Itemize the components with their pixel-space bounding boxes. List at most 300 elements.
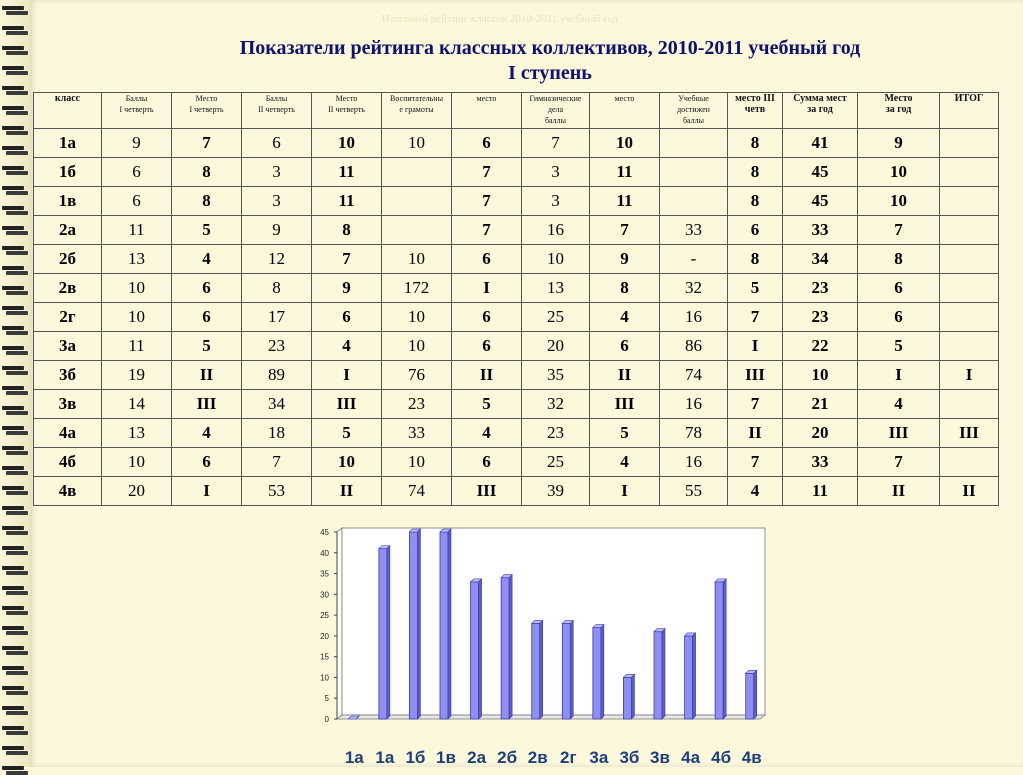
table-cell: II bbox=[590, 361, 660, 390]
table-cell: 6 bbox=[452, 245, 522, 274]
table-cell: 16 bbox=[522, 216, 590, 245]
spiral-ring bbox=[2, 706, 28, 715]
table-cell: 5 bbox=[312, 419, 382, 448]
table-cell: 16 bbox=[660, 303, 728, 332]
table-cell bbox=[940, 245, 999, 274]
table-cell: 7 bbox=[522, 129, 590, 158]
chart-x-tick-label: 3а bbox=[589, 748, 609, 767]
table-cell: 5 bbox=[452, 390, 522, 419]
table-cell: 10 bbox=[382, 332, 452, 361]
table-cell: 13 bbox=[522, 274, 590, 303]
table-cell: 23 bbox=[382, 390, 452, 419]
class-name-cell: 1б bbox=[34, 158, 102, 187]
table-cell: 11 bbox=[590, 187, 660, 216]
table-cell: 5 bbox=[728, 274, 783, 303]
table-cell bbox=[940, 187, 999, 216]
column-header: Учебные достижен баллы bbox=[660, 93, 728, 129]
chart-bar bbox=[501, 575, 512, 719]
table-cell: II bbox=[728, 419, 783, 448]
table-cell bbox=[940, 274, 999, 303]
class-name-cell: 2г bbox=[34, 303, 102, 332]
title-line-1: Показатели рейтинга классных коллективов, 2010-2011 учебный год bbox=[239, 37, 861, 59]
table-cell: 10 bbox=[858, 158, 940, 187]
table-cell: 10 bbox=[382, 129, 452, 158]
column-header: место bbox=[590, 93, 660, 129]
table-cell: 86 bbox=[660, 332, 728, 361]
table-cell: 8 bbox=[858, 245, 940, 274]
table-cell: 8 bbox=[312, 216, 382, 245]
table-row bbox=[34, 245, 999, 274]
table-cell: 7 bbox=[728, 390, 783, 419]
table-cell: 74 bbox=[660, 361, 728, 390]
table-cell: 35 bbox=[522, 361, 590, 390]
chart-y-ticks bbox=[320, 528, 337, 724]
chart-bar bbox=[746, 670, 757, 719]
table-row bbox=[34, 129, 999, 158]
class-name-cell: 3б bbox=[34, 361, 102, 390]
spiral-ring bbox=[2, 406, 28, 415]
table-cell: II bbox=[312, 477, 382, 506]
table-cell: 23 bbox=[783, 274, 858, 303]
table-cell: I bbox=[172, 477, 242, 506]
spiral-ring bbox=[2, 366, 28, 375]
table-cell bbox=[660, 187, 728, 216]
chart-x-tick-label: 2в bbox=[527, 748, 548, 767]
table-cell: 4 bbox=[172, 419, 242, 448]
table-cell: 53 bbox=[242, 477, 312, 506]
table-cell: 45 bbox=[783, 158, 858, 187]
table-cell: II bbox=[172, 361, 242, 390]
column-header: Воспитательны е грамоты bbox=[382, 93, 452, 129]
table-cell: I bbox=[312, 361, 382, 390]
spiral-ring bbox=[2, 326, 28, 335]
table-cell: 3 bbox=[242, 187, 312, 216]
table-cell: 5 bbox=[590, 419, 660, 448]
table-cell bbox=[940, 158, 999, 187]
chart-bar bbox=[623, 674, 634, 719]
table-cell bbox=[382, 216, 452, 245]
column-header: Баллы II четверть bbox=[242, 93, 312, 129]
class-name-cell: 4а bbox=[34, 419, 102, 448]
table-cell: 10 bbox=[522, 245, 590, 274]
table-cell: 10 bbox=[382, 245, 452, 274]
spiral-ring bbox=[2, 686, 28, 695]
spiral-ring bbox=[2, 666, 28, 675]
table-cell: 33 bbox=[382, 419, 452, 448]
chart-y-tick-label: 5 bbox=[324, 694, 329, 704]
table-cell: 4 bbox=[452, 419, 522, 448]
table-cell: 7 bbox=[452, 216, 522, 245]
table-cell: III bbox=[452, 477, 522, 506]
chart-x-tick-label: 4в bbox=[741, 748, 762, 767]
table-cell: 4 bbox=[312, 332, 382, 361]
chart-y-tick-label: 45 bbox=[320, 528, 329, 537]
spiral-ring bbox=[2, 186, 28, 195]
column-header: место III четв bbox=[728, 93, 783, 129]
table-cell: 8 bbox=[728, 158, 783, 187]
table-cell: 6 bbox=[242, 129, 312, 158]
chart-y-tick-label: 15 bbox=[320, 652, 329, 662]
table-cell: 20 bbox=[522, 332, 590, 361]
table-cell: 5 bbox=[172, 332, 242, 361]
table-cell bbox=[940, 216, 999, 245]
table-cell: 4 bbox=[172, 245, 242, 274]
table-row bbox=[34, 216, 999, 245]
spiral-ring bbox=[2, 166, 28, 175]
class-name-cell: 2б bbox=[34, 245, 102, 274]
table-cell: 10 bbox=[858, 187, 940, 216]
spiral-ring bbox=[2, 146, 28, 155]
table-cell: 20 bbox=[783, 419, 858, 448]
chart-bar bbox=[654, 629, 665, 719]
chart-floor bbox=[337, 715, 765, 719]
table-cell: 89 bbox=[242, 361, 312, 390]
class-name-cell: 4б bbox=[34, 448, 102, 477]
table-cell: II bbox=[452, 361, 522, 390]
table-cell: 14 bbox=[102, 390, 172, 419]
table-row bbox=[34, 361, 999, 390]
class-name-cell: 1а bbox=[34, 129, 102, 158]
table-cell: 11 bbox=[102, 216, 172, 245]
table-cell bbox=[940, 129, 999, 158]
table-cell: 12 bbox=[242, 245, 312, 274]
chart-bar bbox=[440, 529, 451, 719]
table-cell: 16 bbox=[660, 390, 728, 419]
table-cell: 172 bbox=[382, 274, 452, 303]
table-cell: 7 bbox=[728, 303, 783, 332]
table-cell: 76 bbox=[382, 361, 452, 390]
table-cell: 21 bbox=[783, 390, 858, 419]
class-name-cell: 2в bbox=[34, 274, 102, 303]
spiral-ring bbox=[2, 546, 28, 555]
faint-subtitle: Итоговый рейтинг классов 2010-2011 учебный год bbox=[381, 13, 619, 25]
table-row bbox=[34, 448, 999, 477]
chart-bar bbox=[593, 625, 604, 719]
chart-y-tick-label: 0 bbox=[324, 715, 329, 724]
table-cell: 9 bbox=[242, 216, 312, 245]
spiral-ring bbox=[2, 446, 28, 455]
class-name-cell: 1в bbox=[34, 187, 102, 216]
table-cell bbox=[382, 187, 452, 216]
table-cell: 11 bbox=[102, 332, 172, 361]
table-cell bbox=[382, 158, 452, 187]
spiral-ring bbox=[2, 606, 28, 615]
chart-x-tick-label: 2а bbox=[467, 748, 487, 767]
column-header: ИТОГ bbox=[940, 93, 999, 129]
table-cell: 78 bbox=[660, 419, 728, 448]
table-cell: 10 bbox=[102, 274, 172, 303]
chart-y-tick-label: 35 bbox=[320, 569, 329, 579]
rating-chart bbox=[305, 518, 775, 767]
table-cell: 7 bbox=[172, 129, 242, 158]
table-cell: 5 bbox=[858, 332, 940, 361]
table-cell: 23 bbox=[783, 303, 858, 332]
chart-x-tick-label: 4а bbox=[681, 748, 701, 767]
table-row bbox=[34, 332, 999, 361]
table-cell: 23 bbox=[522, 419, 590, 448]
table-cell: 10 bbox=[382, 448, 452, 477]
table-cell: 17 bbox=[242, 303, 312, 332]
table-cell: 6 bbox=[452, 332, 522, 361]
table-cell: 20 bbox=[102, 477, 172, 506]
table-cell: 19 bbox=[102, 361, 172, 390]
table-cell bbox=[940, 332, 999, 361]
table-cell: 6 bbox=[728, 216, 783, 245]
table-cell: 6 bbox=[312, 303, 382, 332]
table-cell: 13 bbox=[102, 245, 172, 274]
table-row bbox=[34, 187, 999, 216]
table-cell: 33 bbox=[783, 216, 858, 245]
table-cell: - bbox=[660, 245, 728, 274]
chart-x-tick-label: 1б bbox=[405, 748, 426, 767]
chart-bar bbox=[379, 546, 390, 719]
table-cell: 45 bbox=[783, 187, 858, 216]
table-cell: 11 bbox=[590, 158, 660, 187]
table-cell: 22 bbox=[783, 332, 858, 361]
spiral-ring bbox=[2, 6, 28, 15]
column-header: Баллы I четверть bbox=[102, 93, 172, 129]
chart-x-tick-label: 3в bbox=[650, 748, 670, 767]
table-cell: 3 bbox=[242, 158, 312, 187]
column-header: класс bbox=[34, 93, 102, 129]
chart-y-tick-label: 40 bbox=[320, 548, 329, 558]
spiral-ring bbox=[2, 426, 28, 435]
chart-side-wall bbox=[337, 528, 342, 719]
table-cell: 34 bbox=[242, 390, 312, 419]
spiral-ring bbox=[2, 526, 28, 535]
spiral-ring bbox=[2, 566, 28, 575]
table-cell: 8 bbox=[172, 158, 242, 187]
table-cell: 6 bbox=[452, 448, 522, 477]
table-cell: 3 bbox=[522, 187, 590, 216]
table-cell: I bbox=[452, 274, 522, 303]
spiral-ring bbox=[2, 106, 28, 115]
chart-bar bbox=[471, 579, 482, 719]
table-cell: 11 bbox=[783, 477, 858, 506]
table-cell: 6 bbox=[858, 303, 940, 332]
spiral-ring bbox=[2, 626, 28, 635]
table-cell: III bbox=[172, 390, 242, 419]
table-cell: 8 bbox=[590, 274, 660, 303]
table-cell: 4 bbox=[590, 448, 660, 477]
chart-x-tick-label: 4б bbox=[711, 748, 732, 767]
table-cell: 9 bbox=[102, 129, 172, 158]
table-cell: 13 bbox=[102, 419, 172, 448]
spiral-ring bbox=[2, 386, 28, 395]
chart-y-tick-label: 10 bbox=[320, 673, 329, 683]
spiral-ring bbox=[2, 126, 28, 135]
table-cell: 32 bbox=[522, 390, 590, 419]
spiral-ring bbox=[2, 506, 28, 515]
spiral-binding bbox=[0, 0, 30, 767]
table-cell: III bbox=[858, 419, 940, 448]
table-cell: 32 bbox=[660, 274, 728, 303]
table-row bbox=[34, 303, 999, 332]
spiral-ring bbox=[2, 226, 28, 235]
table-cell: I bbox=[590, 477, 660, 506]
table-cell: 11 bbox=[312, 187, 382, 216]
table-cell: I bbox=[940, 361, 999, 390]
chart-x-tick-label: 1а bbox=[344, 748, 364, 767]
chart-x-tick-label: 3б bbox=[619, 748, 640, 767]
spiral-ring bbox=[2, 246, 28, 255]
table-cell: 3 bbox=[522, 158, 590, 187]
table-row bbox=[34, 274, 999, 303]
chart-bar bbox=[685, 633, 696, 719]
spiral-ring bbox=[2, 646, 28, 655]
chart-bar bbox=[409, 529, 420, 719]
spiral-ring bbox=[2, 486, 28, 495]
table-cell: 7 bbox=[452, 187, 522, 216]
spiral-ring bbox=[2, 586, 28, 595]
table-cell: 74 bbox=[382, 477, 452, 506]
table-cell: 7 bbox=[452, 158, 522, 187]
table-cell: III bbox=[940, 419, 999, 448]
table-cell: 34 bbox=[783, 245, 858, 274]
table-cell: 7 bbox=[858, 216, 940, 245]
spiral-ring bbox=[2, 726, 28, 735]
chart-x-tick-label: 1в bbox=[436, 748, 456, 767]
table-cell: 6 bbox=[452, 303, 522, 332]
table-cell: 16 bbox=[660, 448, 728, 477]
spiral-ring bbox=[2, 286, 28, 295]
table-cell bbox=[940, 303, 999, 332]
table-cell: II bbox=[858, 477, 940, 506]
table-row bbox=[34, 158, 999, 187]
table-cell: 7 bbox=[858, 448, 940, 477]
table-cell: 7 bbox=[728, 448, 783, 477]
page-title bbox=[110, 36, 990, 86]
table-cell: 10 bbox=[590, 129, 660, 158]
chart-x-labels bbox=[345, 748, 762, 767]
spiral-ring bbox=[2, 86, 28, 95]
table-cell: I bbox=[858, 361, 940, 390]
column-header: Место I четверть bbox=[172, 93, 242, 129]
column-header: место bbox=[452, 93, 522, 129]
table-cell bbox=[660, 129, 728, 158]
chart-x-tick-label: 2б bbox=[497, 748, 518, 767]
chart-bar bbox=[715, 579, 726, 719]
spiral-ring bbox=[2, 46, 28, 55]
chart-x-tick-label: 1а bbox=[375, 748, 395, 767]
table-cell: 6 bbox=[172, 274, 242, 303]
spiral-ring bbox=[2, 26, 28, 35]
table-cell: 33 bbox=[783, 448, 858, 477]
class-name-cell: 4в bbox=[34, 477, 102, 506]
table-cell: 33 bbox=[660, 216, 728, 245]
spiral-ring bbox=[2, 346, 28, 355]
chart-y-tick-label: 20 bbox=[320, 631, 329, 641]
rating-table bbox=[33, 92, 999, 506]
table-cell: 8 bbox=[172, 187, 242, 216]
table-cell: 6 bbox=[172, 303, 242, 332]
table-cell: 4 bbox=[590, 303, 660, 332]
class-name-cell: 3в bbox=[34, 390, 102, 419]
table-cell bbox=[660, 158, 728, 187]
table-cell: 6 bbox=[590, 332, 660, 361]
table-cell: 7 bbox=[312, 245, 382, 274]
table-cell: 10 bbox=[102, 448, 172, 477]
spiral-ring bbox=[2, 306, 28, 315]
table-cell: 39 bbox=[522, 477, 590, 506]
table-row bbox=[34, 390, 999, 419]
table-cell: III bbox=[312, 390, 382, 419]
table-cell: I bbox=[728, 332, 783, 361]
table-cell: 10 bbox=[102, 303, 172, 332]
spiral-ring bbox=[2, 746, 28, 755]
spiral-ring bbox=[2, 266, 28, 275]
table-header-row bbox=[34, 93, 999, 129]
table-cell: 23 bbox=[242, 332, 312, 361]
table-cell: 6 bbox=[172, 448, 242, 477]
chart-back-wall bbox=[342, 528, 765, 715]
table-cell: 6 bbox=[858, 274, 940, 303]
table-cell: 4 bbox=[858, 390, 940, 419]
table-cell: 7 bbox=[590, 216, 660, 245]
spiral-ring bbox=[2, 466, 28, 475]
table-cell: 10 bbox=[783, 361, 858, 390]
table-cell: III bbox=[590, 390, 660, 419]
table-body bbox=[34, 129, 999, 506]
table-cell: 6 bbox=[102, 187, 172, 216]
table-cell bbox=[940, 448, 999, 477]
table-cell: 8 bbox=[728, 129, 783, 158]
table-cell: 8 bbox=[728, 187, 783, 216]
spiral-ring bbox=[2, 206, 28, 215]
spiral-ring bbox=[2, 766, 28, 775]
table-row bbox=[34, 419, 999, 448]
table-cell: 10 bbox=[312, 448, 382, 477]
chart-axes bbox=[337, 528, 765, 719]
table-cell: 11 bbox=[312, 158, 382, 187]
title-line-2: I ступень bbox=[508, 62, 592, 84]
class-name-cell: 3а bbox=[34, 332, 102, 361]
chart-y-tick-label: 30 bbox=[320, 590, 329, 600]
table-cell: 5 bbox=[172, 216, 242, 245]
table-cell: 8 bbox=[728, 245, 783, 274]
table-cell: II bbox=[940, 477, 999, 506]
column-header: Место за год bbox=[858, 93, 940, 129]
table-cell: III bbox=[728, 361, 783, 390]
table-cell: 10 bbox=[382, 303, 452, 332]
chart-bar bbox=[532, 620, 543, 719]
table-cell: 9 bbox=[858, 129, 940, 158]
table-row bbox=[34, 477, 999, 506]
class-name-cell: 2а bbox=[34, 216, 102, 245]
spiral-ring bbox=[2, 66, 28, 75]
table-cell: 9 bbox=[312, 274, 382, 303]
table-cell: 25 bbox=[522, 448, 590, 477]
table-cell: 10 bbox=[312, 129, 382, 158]
table-cell: 6 bbox=[102, 158, 172, 187]
chart-bar bbox=[562, 620, 573, 719]
table-cell: 18 bbox=[242, 419, 312, 448]
table-cell: 8 bbox=[242, 274, 312, 303]
column-header: Сумма мест за год bbox=[783, 93, 858, 129]
table-cell: 4 bbox=[728, 477, 783, 506]
table-cell: 55 bbox=[660, 477, 728, 506]
chart-x-tick-label: 2г bbox=[560, 748, 577, 767]
table-cell: 6 bbox=[452, 129, 522, 158]
column-header: Место II четверть bbox=[312, 93, 382, 129]
table-cell: 7 bbox=[242, 448, 312, 477]
table-cell: 25 bbox=[522, 303, 590, 332]
table-cell bbox=[940, 390, 999, 419]
chart-y-tick-label: 25 bbox=[320, 611, 329, 621]
table-cell: 41 bbox=[783, 129, 858, 158]
table-cell: 9 bbox=[590, 245, 660, 274]
column-header: Гимназические дела баллы bbox=[522, 93, 590, 129]
